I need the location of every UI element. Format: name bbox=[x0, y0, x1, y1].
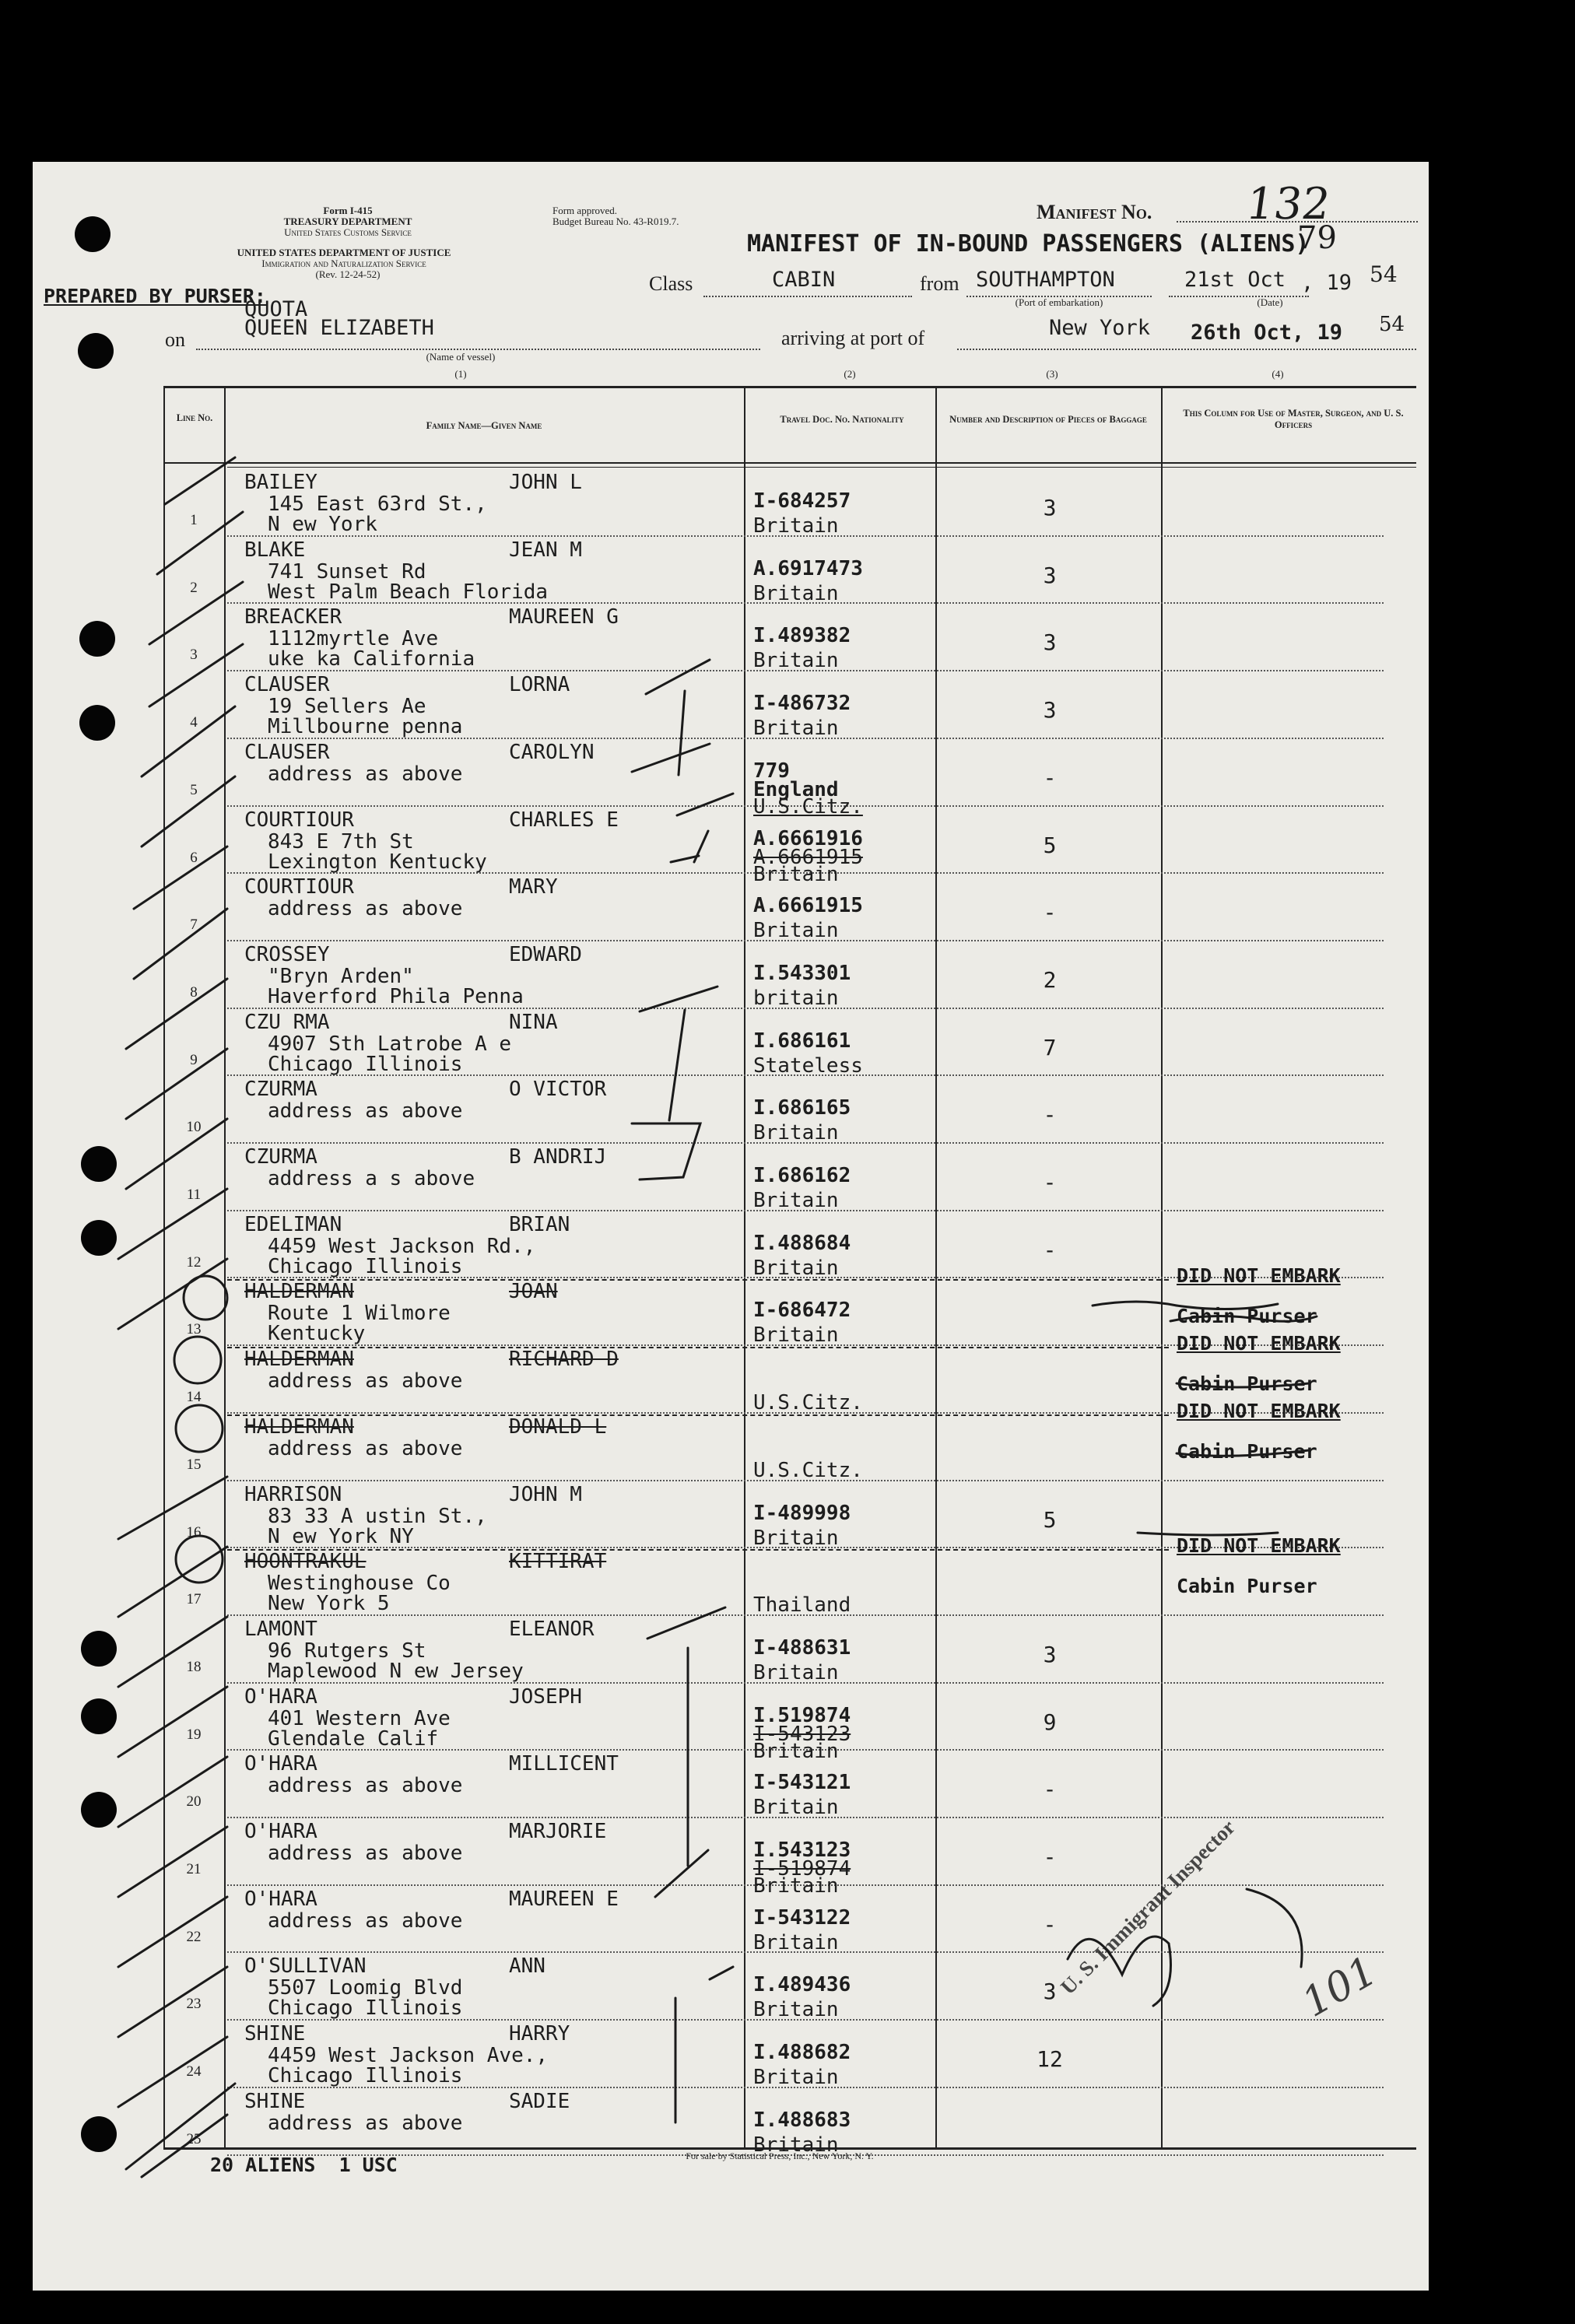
address-line-1: 96 Rutgers St bbox=[268, 1639, 426, 1663]
baggage-count: 3 bbox=[1043, 495, 1057, 521]
baggage-count: - bbox=[1043, 899, 1057, 926]
family-name: HALDERMAN bbox=[244, 1348, 354, 1372]
given-name: DONALD L bbox=[509, 1414, 607, 1439]
arrival-year: 54 bbox=[1379, 313, 1405, 336]
travel-doc-secondary: A.6661915 bbox=[753, 845, 863, 869]
baggage-count: 3 bbox=[1043, 697, 1057, 724]
port-caption: (Port of embarkation) bbox=[1015, 296, 1103, 308]
travel-doc-no: A.6917473 bbox=[753, 556, 863, 580]
family-name: LAMONT bbox=[244, 1617, 317, 1641]
address-line-1: address as above bbox=[268, 1909, 463, 1933]
family-name: CZU RMA bbox=[244, 1010, 330, 1034]
date-caption: (Date) bbox=[1257, 296, 1283, 308]
baggage-count: 3 bbox=[1043, 562, 1057, 588]
baggage-count: 12 bbox=[1037, 2046, 1063, 2073]
justice-label: UNITED STATES DEPARTMENT OF JUSTICE bbox=[237, 247, 451, 258]
given-name: MARY bbox=[509, 875, 558, 899]
family-name: CZURMA bbox=[244, 1078, 317, 1102]
line-number: 3 bbox=[190, 647, 198, 664]
baggage-header: Number and Description of Pieces of Baggage bbox=[949, 414, 1147, 425]
nationality: Britain bbox=[753, 649, 839, 673]
nationality: Britain bbox=[753, 1256, 839, 1280]
family-name: SHINE bbox=[244, 2022, 306, 2046]
baggage-count: 9 bbox=[1043, 1709, 1057, 1735]
address-line-2: Chicago Illinois bbox=[268, 1254, 463, 1278]
nationality: Britain bbox=[753, 1526, 839, 1550]
given-name: NINA bbox=[509, 1010, 558, 1034]
given-name: HARRY bbox=[509, 2022, 570, 2046]
address-line-1: 4459 West Jackson Rd., bbox=[268, 1234, 536, 1258]
travel-doc-no: I-686472 bbox=[753, 1299, 851, 1323]
address-line-2: Maplewood N ew Jersey bbox=[268, 1659, 524, 1683]
travel-doc-secondary: I-543123 bbox=[753, 1722, 851, 1746]
col-num-4: (4) bbox=[1272, 368, 1284, 380]
travel-doc-no: I-684257 bbox=[753, 489, 851, 513]
family-name: O'HARA bbox=[244, 1684, 317, 1709]
line-number: 8 bbox=[190, 983, 198, 1001]
baggage-count: - bbox=[1043, 1236, 1057, 1263]
nationality: Britain bbox=[753, 1660, 839, 1684]
address-line-1: 5507 Loomig Blvd bbox=[268, 1976, 463, 2000]
line-number: 10 bbox=[186, 1119, 202, 1136]
customs-label: United States Customs Service bbox=[284, 226, 412, 238]
address-line-1: address as above bbox=[268, 1842, 463, 1865]
baggage-count: 7 bbox=[1043, 1034, 1057, 1060]
line-number: 17 bbox=[186, 1591, 202, 1608]
family-name: EDELIMAN bbox=[244, 1212, 342, 1236]
line-number: 6 bbox=[190, 849, 198, 866]
given-name: MAUREEN E bbox=[509, 1887, 619, 1911]
rev-label: (Rev. 12-24-52) bbox=[315, 268, 381, 280]
family-name: HALDERMAN bbox=[244, 1414, 354, 1439]
did-not-embark-note: DID NOT EMBARK bbox=[1177, 1332, 1341, 1355]
travel-doc-no: 779 bbox=[753, 759, 790, 783]
travel-doc-secondary: I-519874 bbox=[753, 1857, 851, 1881]
given-name: MILLICENT bbox=[509, 1752, 619, 1776]
nationality: U.S.Citz. bbox=[753, 794, 863, 818]
manifest-subnumber: 79 bbox=[1297, 220, 1337, 256]
line-number: 23 bbox=[186, 1996, 202, 2013]
given-name: CAROLYN bbox=[509, 740, 595, 764]
arriving-label: arriving at port of bbox=[781, 327, 925, 349]
vessel-name: QUEEN ELIZABETH bbox=[244, 316, 434, 340]
address-line-1: address as above bbox=[268, 1369, 463, 1393]
on-label: on bbox=[165, 328, 185, 351]
nationality: britain bbox=[753, 986, 839, 1010]
embark-date: 21st Oct bbox=[1184, 268, 1286, 292]
line-number: 9 bbox=[190, 1051, 198, 1068]
embark-port: SOUTHAMPTON bbox=[976, 268, 1115, 292]
nationality: Britain bbox=[753, 717, 839, 741]
address-line-2: Haverford Phila Penna bbox=[268, 984, 524, 1008]
family-name: O'HARA bbox=[244, 1820, 317, 1843]
line-number: 18 bbox=[186, 1658, 202, 1675]
baggage-count: - bbox=[1043, 1169, 1057, 1195]
baggage-count: 3 bbox=[1043, 1641, 1057, 1667]
nationality: Britain bbox=[753, 1998, 839, 2022]
address-line-1: Westinghouse Co bbox=[268, 1572, 451, 1596]
travel-doc-no: I.488682 bbox=[753, 2041, 851, 2065]
address-line-2: N ew York NY bbox=[268, 1524, 414, 1548]
family-name: COURTIOUR bbox=[244, 808, 354, 832]
line-number: 1 bbox=[190, 512, 198, 528]
family-name: O'HARA bbox=[244, 1887, 317, 1911]
given-name: RICHARD D bbox=[509, 1348, 619, 1372]
given-name: ELEANOR bbox=[509, 1617, 595, 1641]
travel-doc-header: Travel Doc. No. Nationality bbox=[780, 414, 904, 425]
given-name: JEAN M bbox=[509, 538, 582, 562]
cabin-purser-note: Cabin Purser bbox=[1177, 1305, 1317, 1328]
line-number: 15 bbox=[186, 1456, 202, 1473]
line-number: 12 bbox=[186, 1253, 202, 1271]
nationality: U.S.Citz. bbox=[753, 1458, 863, 1482]
travel-doc-no: I-543121 bbox=[753, 1771, 851, 1795]
arrival-date: 26th Oct, 19 bbox=[1191, 321, 1343, 345]
nationality: Britain bbox=[753, 1874, 839, 1898]
given-name: SADIE bbox=[509, 2089, 570, 2113]
officers-header: This Column for Use of Master, Surgeon, and U. S. Officers bbox=[1183, 408, 1404, 430]
col-num-1: (1) bbox=[454, 368, 467, 380]
given-name: EDWARD bbox=[509, 942, 582, 966]
given-name: JOSEPH bbox=[509, 1684, 582, 1709]
embark-year: 54 bbox=[1370, 261, 1398, 287]
nationality: Britain bbox=[753, 1323, 839, 1348]
travel-doc-no: A.6661915 bbox=[753, 894, 863, 918]
did-not-embark-note: DID NOT EMBARK bbox=[1177, 1264, 1341, 1288]
travel-doc-no: I.489382 bbox=[753, 624, 851, 648]
address-line-1: 401 Western Ave bbox=[268, 1706, 451, 1730]
form-number: Form I-415 bbox=[323, 205, 373, 216]
baggage-count: 3 bbox=[1043, 629, 1057, 656]
line-number: 20 bbox=[186, 1793, 202, 1810]
travel-doc-no: I-488631 bbox=[753, 1635, 851, 1660]
baggage-count: - bbox=[1043, 1776, 1057, 1803]
address-line-2: Chicago Illinois bbox=[268, 2064, 463, 2088]
line-number: 4 bbox=[190, 714, 198, 731]
address-line-1: 19 Sellers Ae bbox=[268, 695, 426, 719]
line-number: 24 bbox=[186, 2063, 202, 2080]
footer-printer: For sale by Statistical Press, Inc., New York, N. Y. bbox=[686, 2150, 874, 2161]
baggage-count: - bbox=[1043, 764, 1057, 790]
travel-doc-no: I-489998 bbox=[753, 1501, 851, 1525]
given-name: BRIAN bbox=[509, 1212, 570, 1236]
address-line-1: 4907 Sth Latrobe A e bbox=[268, 1032, 512, 1056]
baggage-count: - bbox=[1043, 1102, 1057, 1128]
nationality: Britain bbox=[753, 1121, 839, 1145]
address-line-1: 1112myrtle Ave bbox=[268, 627, 439, 651]
form-approved: Form approved. bbox=[552, 205, 618, 216]
family-name: HOONTRAKUL bbox=[244, 1550, 367, 1574]
family-name: BAILEY bbox=[244, 471, 317, 494]
family-name: CLAUSER bbox=[244, 673, 330, 697]
address-line-1: address as above bbox=[268, 2111, 463, 2135]
travel-doc-no: A.6661916 bbox=[753, 826, 863, 850]
line-number: 2 bbox=[190, 579, 198, 596]
address-line-2: Chicago Illinois bbox=[268, 1996, 463, 2021]
manifest-sheet bbox=[33, 162, 1429, 2291]
address-line-2: Lexington Kentucky bbox=[268, 850, 487, 874]
travel-doc-no: I.686161 bbox=[753, 1029, 851, 1053]
nationality: Britain bbox=[753, 862, 839, 886]
family-name: CROSSEY bbox=[244, 942, 330, 966]
travel-doc-no: I.488684 bbox=[753, 1231, 851, 1255]
travel-doc-no: I-486732 bbox=[753, 692, 851, 716]
travel-doc-no: I.489436 bbox=[753, 1973, 851, 1997]
line-number: 21 bbox=[186, 1861, 202, 1877]
travel-doc-no: I.686162 bbox=[753, 1164, 851, 1187]
address-line-2: West Palm Beach Florida bbox=[268, 580, 549, 604]
inspector-stamp: U. S. Immigrant Inspector bbox=[1056, 1815, 1240, 2000]
address-line-1: address a s above bbox=[268, 1167, 475, 1190]
name-header: Family Name—Given Name bbox=[426, 420, 542, 431]
address-line-1: address as above bbox=[268, 1436, 463, 1460]
did-not-embark-note: DID NOT EMBARK bbox=[1177, 1534, 1341, 1558]
nationality: Britain bbox=[753, 2066, 839, 2090]
travel-doc-no: I.686165 bbox=[753, 1096, 851, 1120]
baggage-count: - bbox=[1043, 1911, 1057, 1937]
address-line-1: 145 East 63rd St., bbox=[268, 492, 487, 516]
address-line-1: address as above bbox=[268, 897, 463, 921]
given-name: KITTIRAT bbox=[509, 1550, 607, 1574]
family-name: COURTIOUR bbox=[244, 875, 354, 899]
address-line-1: Route 1 Wilmore bbox=[268, 1302, 451, 1326]
cabin-purser-note: Cabin Purser bbox=[1177, 1439, 1317, 1463]
manifest-number: 132 bbox=[1243, 179, 1334, 230]
class-label: Class bbox=[649, 272, 693, 295]
family-name: HALDERMAN bbox=[244, 1280, 354, 1304]
address-line-1: address as above bbox=[268, 1099, 463, 1123]
address-line-2: Millbourne penna bbox=[268, 715, 463, 739]
travel-doc-no: I.519874 bbox=[753, 1703, 851, 1727]
prepared-by: PREPARED BY PURSER: bbox=[44, 285, 266, 307]
quota-label: QUOTA bbox=[244, 297, 308, 321]
line-number: 11 bbox=[186, 1187, 202, 1203]
family-name: CZURMA bbox=[244, 1145, 317, 1169]
address-line-1: 741 Sunset Rd bbox=[268, 559, 426, 584]
baggage-count: 5 bbox=[1043, 832, 1057, 858]
cabin-purser-note: Cabin Purser bbox=[1177, 1372, 1317, 1396]
line-number: 14 bbox=[186, 1389, 202, 1406]
family-name: BLAKE bbox=[244, 538, 306, 562]
family-name: HARRISON bbox=[244, 1482, 342, 1506]
travel-doc-secondary: England bbox=[753, 777, 839, 801]
travel-doc-no: I.488683 bbox=[753, 2108, 851, 2132]
baggage-count: 3 bbox=[1043, 1979, 1057, 2005]
address-line-2: New York 5 bbox=[268, 1592, 390, 1616]
from-label: from bbox=[920, 272, 959, 295]
cabin-purser-note: Cabin Purser bbox=[1177, 1575, 1317, 1598]
form-title: MANIFEST OF IN-BOUND PASSENGERS (ALIENS) bbox=[747, 230, 1310, 258]
nationality: U.S.Citz. bbox=[753, 1391, 863, 1415]
family-name: O'HARA bbox=[244, 1752, 317, 1776]
stamp-number: 101 bbox=[1294, 1947, 1385, 2027]
family-name: O'SULLIVAN bbox=[244, 1954, 367, 1979]
line-number: 22 bbox=[186, 1928, 202, 1945]
address-line-2: N ew York bbox=[268, 513, 377, 536]
travel-doc-no: I-543122 bbox=[753, 1905, 851, 1930]
address-line-2: uke ka California bbox=[268, 647, 475, 671]
nationality: Britain bbox=[753, 919, 839, 943]
ins-label: Immigration and Naturalization Service bbox=[261, 258, 426, 269]
address-line-1: address as above bbox=[268, 1774, 463, 1798]
line-no-header: Line No. bbox=[176, 412, 213, 423]
baggage-count: - bbox=[1043, 1844, 1057, 1870]
line-number: 5 bbox=[190, 781, 198, 798]
travel-doc-no: I.543123 bbox=[753, 1839, 851, 1862]
nationality: Britain bbox=[753, 1739, 839, 1763]
line-number: 13 bbox=[186, 1321, 202, 1338]
given-name: O VICTOR bbox=[509, 1078, 607, 1102]
address-line-1: 83 33 A ustin St., bbox=[268, 1504, 487, 1528]
col-num-3: (3) bbox=[1046, 368, 1058, 380]
given-name: MAUREEN G bbox=[509, 605, 619, 629]
baggage-count: 2 bbox=[1043, 966, 1057, 993]
address-line-2: Chicago Illinois bbox=[268, 1052, 463, 1076]
nationality: Britain bbox=[753, 1930, 839, 1954]
class-value: CABIN bbox=[772, 268, 836, 292]
family-name: BREACKER bbox=[244, 605, 342, 629]
arrival-port: New York bbox=[1049, 316, 1151, 340]
given-name: JOHN M bbox=[509, 1482, 582, 1506]
given-name: ANN bbox=[509, 1954, 545, 1979]
nationality: Thailand bbox=[753, 1593, 851, 1618]
nationality: Britain bbox=[753, 1796, 839, 1820]
treasury-label: TREASURY DEPARTMENT bbox=[283, 216, 412, 227]
travel-doc-no: I.543301 bbox=[753, 961, 851, 985]
given-name: CHARLES E bbox=[509, 808, 619, 832]
given-name: MARJORIE bbox=[509, 1820, 607, 1843]
given-name: JOAN bbox=[509, 1280, 558, 1304]
family-name: CLAUSER bbox=[244, 740, 330, 764]
given-name: LORNA bbox=[509, 673, 570, 697]
given-name: JOHN L bbox=[509, 471, 582, 494]
footer-alien-count: 20 ALIENS 1 USC bbox=[210, 2154, 398, 2176]
line-number: 25 bbox=[186, 2130, 202, 2147]
pen-marks bbox=[33, 162, 1429, 2291]
nationality: Stateless bbox=[753, 1053, 863, 1078]
address-line-1: address as above bbox=[268, 762, 463, 786]
baggage-count: 5 bbox=[1043, 1506, 1057, 1533]
nationality: Britain bbox=[753, 514, 839, 538]
manifest-no-label: Manifest No. bbox=[1037, 201, 1152, 223]
address-line-2: Glendale Calif bbox=[268, 1726, 439, 1751]
budget-bureau: Budget Bureau No. 43-R019.7. bbox=[552, 216, 679, 227]
line-number: 16 bbox=[186, 1523, 202, 1541]
vessel-caption: (Name of vessel) bbox=[426, 351, 496, 363]
nationality: Britain bbox=[753, 2133, 839, 2157]
given-name: B ANDRIJ bbox=[509, 1145, 607, 1169]
address-line-1: "Bryn Arden" bbox=[268, 964, 414, 988]
line-number: 19 bbox=[186, 1726, 202, 1743]
did-not-embark-note: DID NOT EMBARK bbox=[1177, 1399, 1341, 1422]
year-prefix: , 19 bbox=[1301, 271, 1352, 295]
family-name: SHINE bbox=[244, 2089, 306, 2113]
address-line-1: 4459 West Jackson Ave., bbox=[268, 2044, 549, 2068]
nationality: Britain bbox=[753, 581, 839, 605]
address-line-1: 843 E 7th St bbox=[268, 829, 414, 854]
line-number: 7 bbox=[190, 917, 198, 934]
address-line-2: Kentucky bbox=[268, 1322, 366, 1346]
nationality: Britain bbox=[753, 1189, 839, 1212]
col-num-2: (2) bbox=[844, 368, 856, 380]
